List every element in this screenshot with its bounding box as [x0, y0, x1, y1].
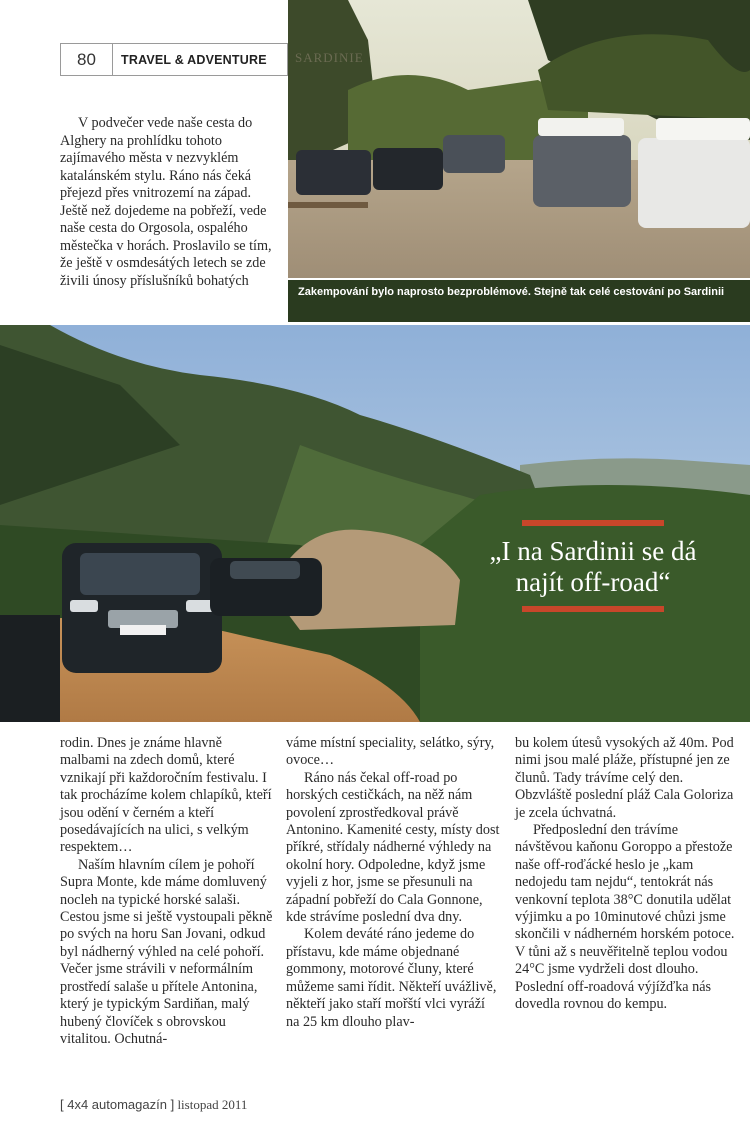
text-column-3 — [515, 735, 737, 1014]
page-number: 80 — [61, 44, 113, 75]
camp-photo-illustration — [288, 0, 750, 278]
magazine-name: [ 4x4 automagazín ] — [60, 1097, 175, 1112]
page-footer — [60, 1097, 247, 1113]
intro-column — [60, 115, 275, 290]
text-column-2 — [286, 735, 501, 1031]
paragraph: Předposlední den trávíme návštěvou kaňonu Goroppo a přestože naše off-roďácké heslo je „kam nedojedu tam nejdu“, tentokrát nás venkovní teplota 38°C donutila udělat výjimku a po 10minutové chůzi jsme skončili v nádherném horském potoce. V tůni až s neuvěřitelně teplou vodou 24°C jsme vydrželi dost dlouho. Poslední off-roadová výjížďka nás dovedla rovnou do kempu. — [515, 822, 735, 1013]
quote-bar-bottom — [522, 606, 664, 612]
paragraph: rodin. Dnes je známe hlavně malbami na zdech domů, které vznikají při každoročním festivalu. I tak procházíme kolem chlapíků, kteří jsou odění v černém a kteří posedávajících na ulici, s velkým respektem… — [60, 735, 272, 856]
paragraph: bu kolem útesů vysokých až 40m. Pod nimi jsou malé pláže, přístupné jen ze člunů. Tady trávíme celý den. Obzvláště poslední pláž Cala Goloriza je zcela úchvatná. — [515, 735, 734, 821]
intro-paragraph: V podvečer vede naše cesta do Alghery na prohlídku tohoto zajímavého města v nezvyklém katalánském stylu. Ráno nás čeká přejezd přes vnitrozemí na západ. Ještě než dojedeme na pobřeží, vede naše cesta do Orgosola, ospalého městečka v horách. Proslavilo se tím, že ještě v osmdesátých letech se zde živili únosy příslušníků bohatých — [60, 115, 272, 289]
paragraph: Kolem deváté ráno jedeme do přístavu, kde máme objednané gommony, motorové čluny, které můžeme sami řídit. Někteří uvážlivě, někteří jako staří mořští vlci vyráží na 25 km dlouho plav- — [286, 926, 497, 1030]
page-header — [60, 43, 288, 76]
paragraph: váme místní speciality, selátko, sýry, ovoce… — [286, 735, 495, 769]
section-title: TRAVEL & ADVENTURE — [121, 52, 267, 67]
text-column-1 — [60, 735, 275, 1048]
issue-date: listopad 2011 — [177, 1097, 248, 1112]
photo-caption: Zakempování bylo naprosto bezproblémové. Stejně tak celé cestování po Sardinii — [288, 280, 750, 322]
pull-quote-text: „I na Sardinii se dá najít off-road“ — [489, 536, 697, 597]
paragraph: Naším hlavním cílem je pohoří Supra Monte, kde máme domluvený nocleh na typické horské salaši. Cestou jsme si ještě vystoupali pěkně po svých na horu San Jovani, odkud byl nádherný výhled na celé pohoří. Večer jsme strávili v neformálním prostředí salaše u přítele Antonina, který je typickým Sardiňan, malý hubený človíček s obrovskou vitalitou. Ochutná- — [60, 856, 273, 1047]
subsection-title: SARDINIE — [295, 50, 364, 65]
pull-quote — [489, 520, 697, 612]
camp-photo — [288, 0, 750, 278]
paragraph: Ráno nás čekal off-road po horských cestičkách, na něž nám povolení zprostředkoval právě Antonino. Kamenité cesty, místy dost příkré, střídaly nádherné výhledy na okolní hory. Odpoledne, když jsme vyjeli z hor, jsme se přesunuli na západní pobřeží do Cala Gonnone, kde strávíme poslední dva dny. — [286, 769, 500, 926]
